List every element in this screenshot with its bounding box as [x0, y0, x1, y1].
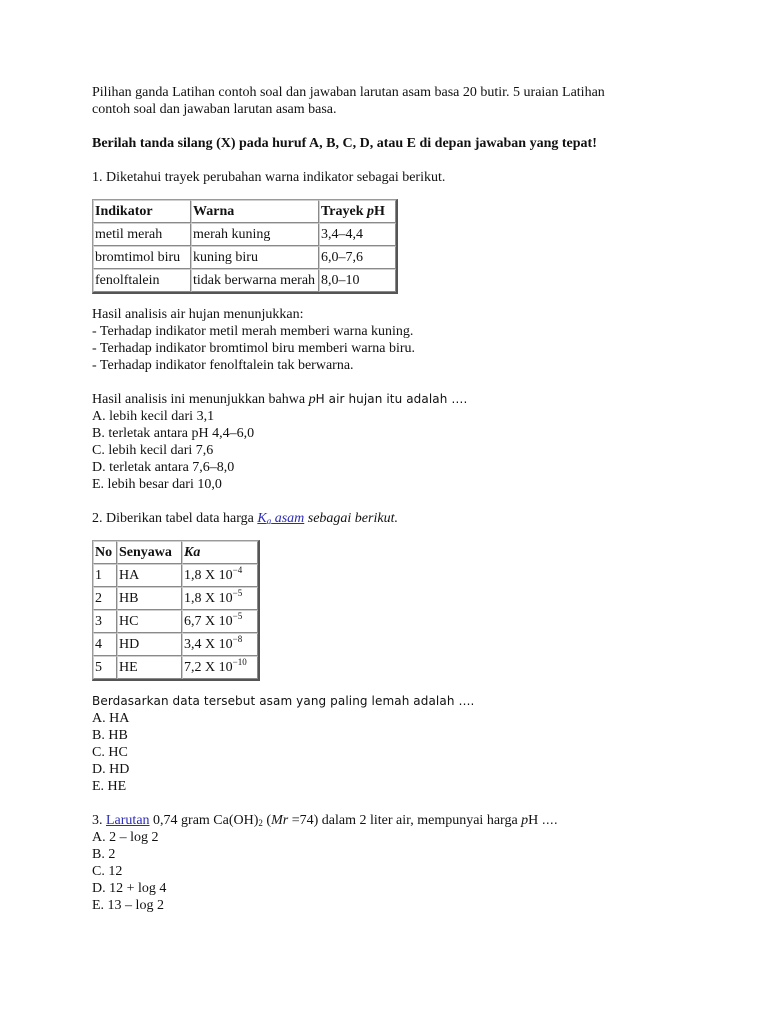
option-c: C. HC	[92, 745, 128, 760]
table-row	[93, 246, 396, 269]
q1-question: Hasil analisis ini menunjukkan bahwa pH air hujan itu adalah ….	[92, 392, 468, 407]
option-a: A. 2 – log 2	[92, 830, 159, 845]
cell-trayek: 6,0–7,6	[319, 246, 396, 269]
table-header-row	[93, 200, 396, 223]
option-a: A. lebih kecil dari 3,1	[92, 409, 215, 424]
cell-no: 4	[93, 633, 117, 656]
indicator-table	[92, 199, 398, 294]
header-warna: Warna	[191, 200, 319, 223]
cell-warna: tidak berwarna merah	[191, 269, 319, 292]
cell-indikator: metil merah	[93, 223, 191, 246]
table-row	[93, 656, 258, 679]
q2-stem: 2. Diberikan tabel data harga $K_a$ asam sebagai berikut.	[92, 511, 398, 526]
table-row	[93, 587, 258, 610]
q2-question: Berdasarkan data tersebut asam yang paling lemah adalah ….	[92, 694, 475, 708]
cell-no: 1	[93, 564, 117, 587]
table-header-row	[93, 541, 258, 564]
larutan-link[interactable]: Larutan	[106, 813, 150, 828]
document-body	[92, 84, 682, 914]
option-e: E. lebih besar dari 10,0	[92, 477, 222, 492]
cell-trayek: 8,0–10	[319, 269, 396, 292]
option-b: B. 2	[92, 847, 116, 862]
cell-no: 2	[93, 587, 117, 610]
cell-senyawa: HD	[117, 633, 182, 656]
cell-no: 5	[93, 656, 117, 679]
cell-ka: 3,4 X $10^{-8}$	[182, 633, 258, 656]
intro-line-1: Pilihan ganda Latihan contoh soal dan jawaban larutan asam basa 20 butir. 5 uraian Latihan	[92, 85, 605, 100]
ka-asam-link[interactable]: $K_a$ asam	[257, 511, 305, 526]
cell-warna: merah kuning	[191, 223, 319, 246]
cell-ka: 6,7 X $10^{-5}$	[182, 610, 258, 633]
table-row	[93, 610, 258, 633]
analysis-line: - Terhadap indikator metil merah memberi warna kuning.	[92, 324, 414, 339]
cell-ka: 1,8 X $10^{-4}$	[182, 564, 258, 587]
cell-no: 3	[93, 610, 117, 633]
header-senyawa: Senyawa	[117, 541, 182, 564]
analysis-line: Hasil analisis air hujan menunjukkan:	[92, 307, 304, 322]
ka-table	[92, 540, 260, 681]
instruction: Berilah tanda silang (X) pada huruf A, B, C, D, atau E di depan jawaban yang tepat!	[92, 136, 597, 151]
table-row	[93, 223, 396, 246]
intro-line-2: contoh soal dan jawaban larutan asam basa.	[92, 102, 337, 117]
cell-indikator: fenolftalein	[93, 269, 191, 292]
cell-warna: kuning biru	[191, 246, 319, 269]
cell-trayek: 3,4–4,4	[319, 223, 396, 246]
cell-indikator: bromtimol biru	[93, 246, 191, 269]
table-row	[93, 269, 396, 292]
table-row	[93, 633, 258, 656]
q1-stem: 1. Diketahui trayek perubahan warna indikator sebagai berikut.	[92, 170, 446, 185]
option-d: D. HD	[92, 762, 130, 777]
cell-senyawa: HE	[117, 656, 182, 679]
analysis-line: - Terhadap indikator fenolftalein tak berwarna.	[92, 358, 354, 373]
header-ka: Ka	[182, 541, 258, 564]
cell-ka: 1,8 X $10^{-5}$	[182, 587, 258, 610]
option-b: B. HB	[92, 728, 128, 743]
q3-stem: 3. Larutan 0,74 gram $Ca(OH)_2$ (Mr =74) dalam 2 liter air, mempunyai harga pH ….	[92, 813, 558, 828]
cell-senyawa: HA	[117, 564, 182, 587]
option-c: C. 12	[92, 864, 123, 879]
header-trayek: Trayek pH	[319, 200, 396, 223]
header-no: No	[93, 541, 117, 564]
option-e: E. 13 – log 2	[92, 898, 164, 913]
header-indikator: Indikator	[93, 200, 191, 223]
option-d: D. 12 + log 4	[92, 881, 167, 896]
option-c: C. lebih kecil dari 7,6	[92, 443, 214, 458]
analysis-line: - Terhadap indikator bromtimol biru memberi warna biru.	[92, 341, 416, 356]
option-a: A. HA	[92, 711, 130, 726]
cell-senyawa: HB	[117, 587, 182, 610]
option-d: D. terletak antara 7,6–8,0	[92, 460, 235, 475]
cell-senyawa: HC	[117, 610, 182, 633]
option-e: E. HE	[92, 779, 127, 794]
option-b: B. terletak antara pH 4,4–6,0	[92, 426, 255, 441]
table-row	[93, 564, 258, 587]
cell-ka: 7,2 X $10^{-10}$	[182, 656, 258, 679]
